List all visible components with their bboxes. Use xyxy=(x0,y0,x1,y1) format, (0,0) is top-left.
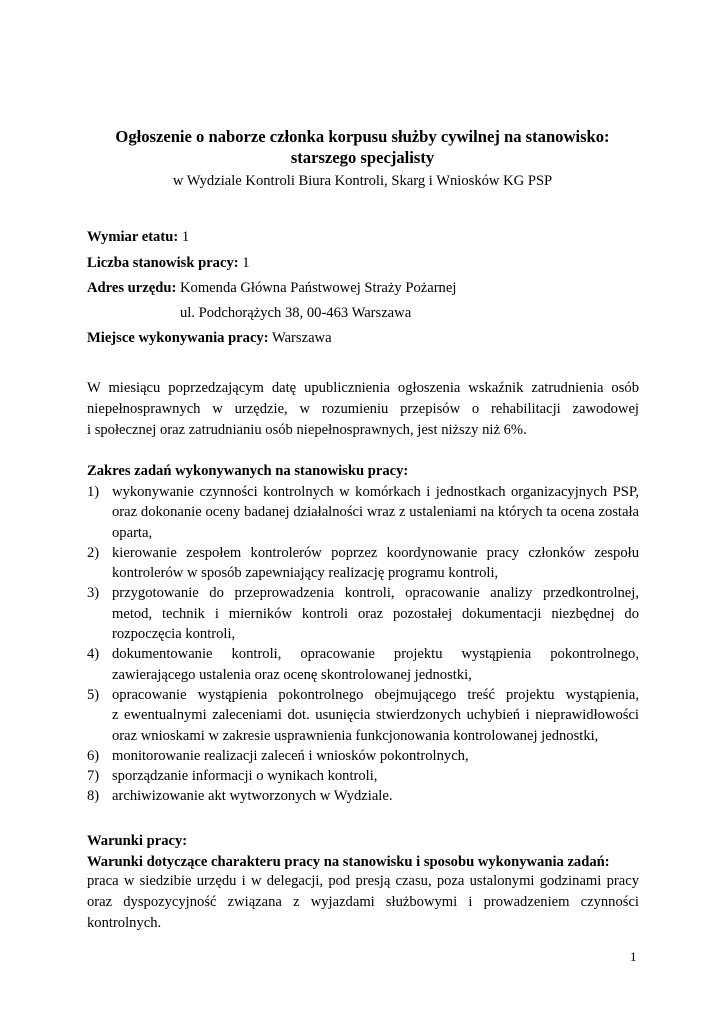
page-title xyxy=(60,126,665,168)
list-item xyxy=(87,685,639,746)
list-item-number: 5) xyxy=(87,686,100,703)
list-item xyxy=(87,543,639,584)
list-item-line: przygotowanie do przeprowadzenia kontroli, opracowanie analizy przedkontrolnej, xyxy=(112,585,639,602)
field-liczba-label: Liczba stanowisk pracy: xyxy=(87,255,239,271)
warunki-subheading: Warunki dotyczące charakteru pracy na stanowisku i sposobu wykonywania zadań: xyxy=(87,854,610,870)
field-adres xyxy=(87,279,456,297)
list-item-line: wykonywanie czynności kontrolnych w komórkach i jednostkach organizacyjnych PSP, xyxy=(112,484,639,500)
warunki-heading: Warunki pracy: xyxy=(87,833,188,849)
field-adres-line-2: ul. Podchorążych 38, 00-463 Warszawa xyxy=(180,305,412,321)
list-item-line: z ewentualnymi zaleceniami dot. usunięcia stwierdzonych uchybień i nieprawidłowości xyxy=(112,707,639,724)
list-item-line: oparta, xyxy=(112,524,153,541)
list-item-number: 3) xyxy=(87,585,100,602)
field-miejsce-label: Miejsce wykonywania pracy: xyxy=(87,330,269,346)
field-wymiar xyxy=(87,228,189,246)
list-item-line: kontrolerów w sposób zapewniający realizację programu kontroli, xyxy=(112,565,499,582)
title-line-1: Ogłoszenie o naborze członka korpusu służby cywilnej na stanowisko: xyxy=(115,127,610,146)
list-item xyxy=(87,746,639,766)
field-miejsce xyxy=(87,329,332,347)
field-adres-label: Adres urzędu: xyxy=(87,280,177,296)
list-item-line: oraz wnioskami w zakresie usprawnienia funkcjonowania kontrolowanej jednostki, xyxy=(112,727,599,744)
list-item xyxy=(87,482,639,543)
list-item-line: opracowanie wystąpienia pokontrolnego obejmującego treść projektu wystąpienia, xyxy=(112,686,639,703)
list-item-line: archiwizowanie akt wytworzonych w Wydziale. xyxy=(112,788,393,805)
paragraph-line: praca w siedzibie urzędu i w delegacji, pod presją czasu, poza ustalonymi godzinami pracy xyxy=(87,873,639,889)
list-item-number: 7) xyxy=(87,768,100,785)
paragraph-line: i społecznej oraz zatrudnianiu osób niepełnosprawnych, jest niższy niż 6%. xyxy=(87,422,527,438)
list-item-number: 8) xyxy=(87,788,100,805)
paragraph-line: W miesiącu poprzedzającym datę upublicznienia ogłoszenia wskaźnik zatrudnienia osób xyxy=(87,380,639,396)
list-item xyxy=(87,766,639,786)
list-item-number: 1) xyxy=(87,484,100,500)
paragraph-line: kontrolnych. xyxy=(87,915,162,931)
page-number: 1 xyxy=(630,949,637,964)
list-item-number: 2) xyxy=(87,544,100,561)
field-liczba xyxy=(87,254,250,272)
list-item-line: sporządzanie informacji o wynikach kontroli, xyxy=(112,768,378,785)
disability-paragraph xyxy=(87,378,639,441)
list-item-line: monitorowanie realizacji zaleceń i wniosków pokontrolnych, xyxy=(112,747,469,764)
list-item xyxy=(87,583,639,644)
paragraph-line: niepełnosprawnych w urzędzie, w rozumieniu przepisów o rehabilitacji zawodowej xyxy=(87,401,639,417)
list-item-line: dokumentowanie kontroli, opracowanie projektu wystąpienia pokontrolnego, xyxy=(112,646,639,663)
list-item-line: rozpoczęcia kontroli, xyxy=(112,626,236,643)
subtitle: w Wydziale Kontroli Biura Kontroli, Skarg i Wniosków KG PSP xyxy=(172,173,553,189)
list-item-line: oraz dokonanie oceny badanej działalności wraz z ustaleniami na których ta ocena została xyxy=(112,504,639,521)
list-item-line: kierowanie zespołem kontrolerów poprzez koordynowanie pracy członków zespołu xyxy=(112,544,639,561)
list-item-line: metod, technik i mierników kontroli oraz pozostałej dokumentacji niezbędnej do xyxy=(112,605,639,622)
field-miejsce-value: Warszawa xyxy=(268,330,332,346)
field-liczba-value: 1 xyxy=(238,255,250,271)
warunki-paragraph xyxy=(87,871,639,934)
list-item-number: 4) xyxy=(87,646,100,663)
zakres-list xyxy=(87,482,639,807)
title-line-2: starszego specjalisty xyxy=(290,148,435,167)
list-item-number: 6) xyxy=(87,747,100,764)
list-item xyxy=(87,786,639,806)
list-item-line: zawierającego ustalenia oraz ocenę skontrolowanej jednostki, xyxy=(112,666,472,683)
field-adres-value: Komenda Główna Państwowej Straży Pożarnej xyxy=(176,280,457,296)
list-item xyxy=(87,644,639,685)
zakres-heading: Zakres zadań wykonywanych na stanowisku pracy: xyxy=(87,463,409,479)
paragraph-line: oraz dyspozycyjność związana z wyjazdami służbowymi i prowadzeniem czynności xyxy=(87,894,639,910)
field-wymiar-label: Wymiar etatu: xyxy=(87,229,179,245)
field-wymiar-value: 1 xyxy=(178,229,190,245)
